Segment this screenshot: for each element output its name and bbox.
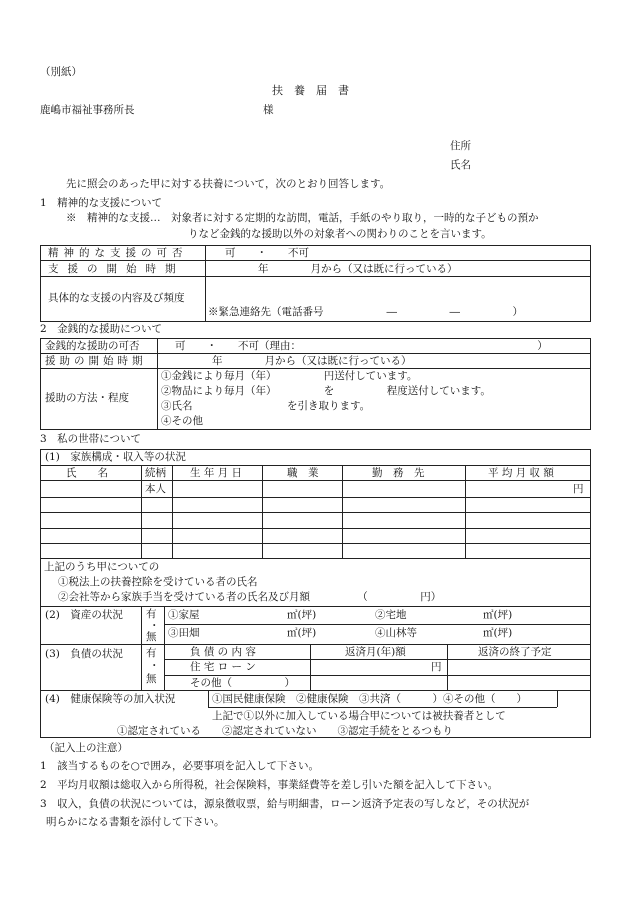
note-3b: 明らかになる書類を添付して下さい。	[46, 816, 225, 828]
assets-umu-3[interactable]: 無	[146, 631, 157, 643]
col-workplace: 勤 務 先	[372, 467, 425, 479]
s3-sub4-label: (4) 健康保険等の加入状況	[45, 693, 176, 705]
debt-col-amount: 返済月(年)額	[345, 646, 406, 658]
document-title: 扶 養 届 書	[272, 84, 349, 97]
debt-other[interactable]: その他（ ）	[190, 677, 295, 689]
col-income: 平 均 月 収 額	[488, 467, 554, 479]
s2-method1[interactable]: ①金銭により毎月（年） 円送付しています。	[161, 370, 418, 382]
s1-row3-label: 具体的な支援の内容及び頻度	[48, 292, 185, 304]
s1-emergency-contact[interactable]: ※緊急連絡先（電話番号 ― ― ）	[208, 306, 523, 318]
debts-umu-2: ・	[149, 660, 160, 672]
col-name: 氏 名	[66, 467, 108, 479]
note-2: 2 平均月収額は総収入から所得税，社会保険料，事業経費等を差し引いた額を記入して下さい。	[40, 779, 499, 791]
addressee: 鹿嶋市福祉事務所長	[40, 104, 135, 116]
section3-heading: 3 私の世帯について	[40, 433, 141, 445]
insurance-options[interactable]: ①国民健康保険 ②健康保険 ③共済（ ）④その他（ ）	[212, 693, 527, 705]
s2-method2[interactable]: ②物品により毎月（年） を 程度送付しています。	[161, 385, 491, 397]
address-label: 住所	[450, 140, 471, 152]
s2-row2-label: 援助の開始時期	[45, 355, 147, 367]
notes-heading: （記入上の注意）	[44, 742, 128, 754]
s2-method3[interactable]: ③氏名 を引き取ります。	[161, 400, 371, 412]
honorific: 様	[263, 104, 274, 116]
debt-yen-unit: 円	[431, 661, 442, 673]
debts-umu-1[interactable]: 有	[146, 647, 157, 659]
asset-forest-unit: ㎡(坪)	[483, 627, 513, 639]
s3-sub2-label: (2) 資産の状況	[45, 609, 123, 621]
assets-umu-2: ・	[149, 620, 160, 632]
s2-row1-label: 金銭的な援助の可否	[45, 340, 140, 352]
yen-unit: 円	[573, 483, 584, 495]
col-birthdate: 生 年 月 日	[190, 467, 243, 479]
s3-sub3-label: (3) 負債の状況	[45, 648, 123, 660]
col-occupation: 職 業	[287, 467, 319, 479]
s3-sub1-heading: (1) 家族構成・収入等の状況	[45, 451, 186, 463]
s1-row1-value[interactable]: 可 ・ 不可	[225, 247, 309, 259]
s2-method4[interactable]: ④その他	[161, 415, 203, 427]
debt-col-content: 負 債 の 内 容	[190, 646, 256, 658]
annex-label: （別紙）	[40, 66, 82, 78]
kou-item2[interactable]: ②会社等から家族手当を受けている者の氏名及び月額 （ 円）	[58, 591, 442, 603]
asset-farm-unit: ㎡(坪)	[287, 627, 317, 639]
s2-row3-label: 援助の方法・程度	[45, 392, 129, 404]
insurance-line3[interactable]: ①認定されている ②認定されていない ③認定手続をとるつもり	[117, 725, 453, 737]
asset-land-unit: ㎡(坪)	[483, 609, 513, 621]
kou-intro: 上記のうち甲についての	[44, 561, 160, 573]
section1-note-line1: ※ 精神的な支援… 対象者に対する定期的な訪問，電話，手紙のやり取り，一時的な子どもの預か	[66, 212, 539, 224]
asset-farm: ③田畑	[168, 627, 200, 639]
name-label: 氏名	[450, 159, 471, 171]
assets-umu-1[interactable]: 有	[146, 608, 157, 620]
s1-row1-label: 精神的な支援の可否	[48, 247, 188, 259]
s1-row2-label: 支援の開始時期	[48, 263, 185, 275]
s2-row2-value[interactable]: 年 月から（又は既に行っている）	[212, 355, 412, 367]
section1-note-line2: りなど金銭的な援助以外の対象者への関わりのことを言います。	[188, 228, 492, 240]
col-relation: 続柄	[145, 467, 166, 479]
self-label: 本人	[145, 483, 166, 495]
asset-house: ①家屋	[168, 609, 200, 621]
debt-housing-loan: 住 宅 ロ ー ン	[190, 661, 256, 673]
asset-land: ②宅地	[375, 609, 407, 621]
section1-heading: 1 精神的な支援について	[40, 197, 162, 209]
note-3a: 3 収入，負債の状況については，源泉徴収票，給与明細書，ローン返済予定表の写しなど，その状況が	[40, 798, 530, 810]
asset-forest: ④山林等	[375, 627, 417, 639]
s1-row2-value[interactable]: 年 月から（又は既に行っている）	[258, 263, 458, 275]
asset-house-unit: ㎡(坪)	[287, 609, 317, 621]
note-1: 1 該当するものを○で囲み，必要事項を記入して下さい。	[40, 760, 319, 772]
insurance-line2: 上記で①以外に加入している場合甲については被扶養者として	[212, 710, 506, 722]
kou-item1[interactable]: ①税法上の扶養控除を受けている者の氏名	[58, 576, 258, 588]
debt-col-end: 返済の終了予定	[478, 646, 552, 658]
debts-umu-3[interactable]: 無	[146, 673, 157, 685]
section2-heading: 2 金銭的な援助について	[40, 323, 162, 335]
intro-text: 先に照会のあった甲に対する扶養について，次のとおり回答します。	[66, 178, 391, 190]
s2-row1-value[interactable]: 可 ・ 不可（理由： ）	[175, 340, 548, 352]
